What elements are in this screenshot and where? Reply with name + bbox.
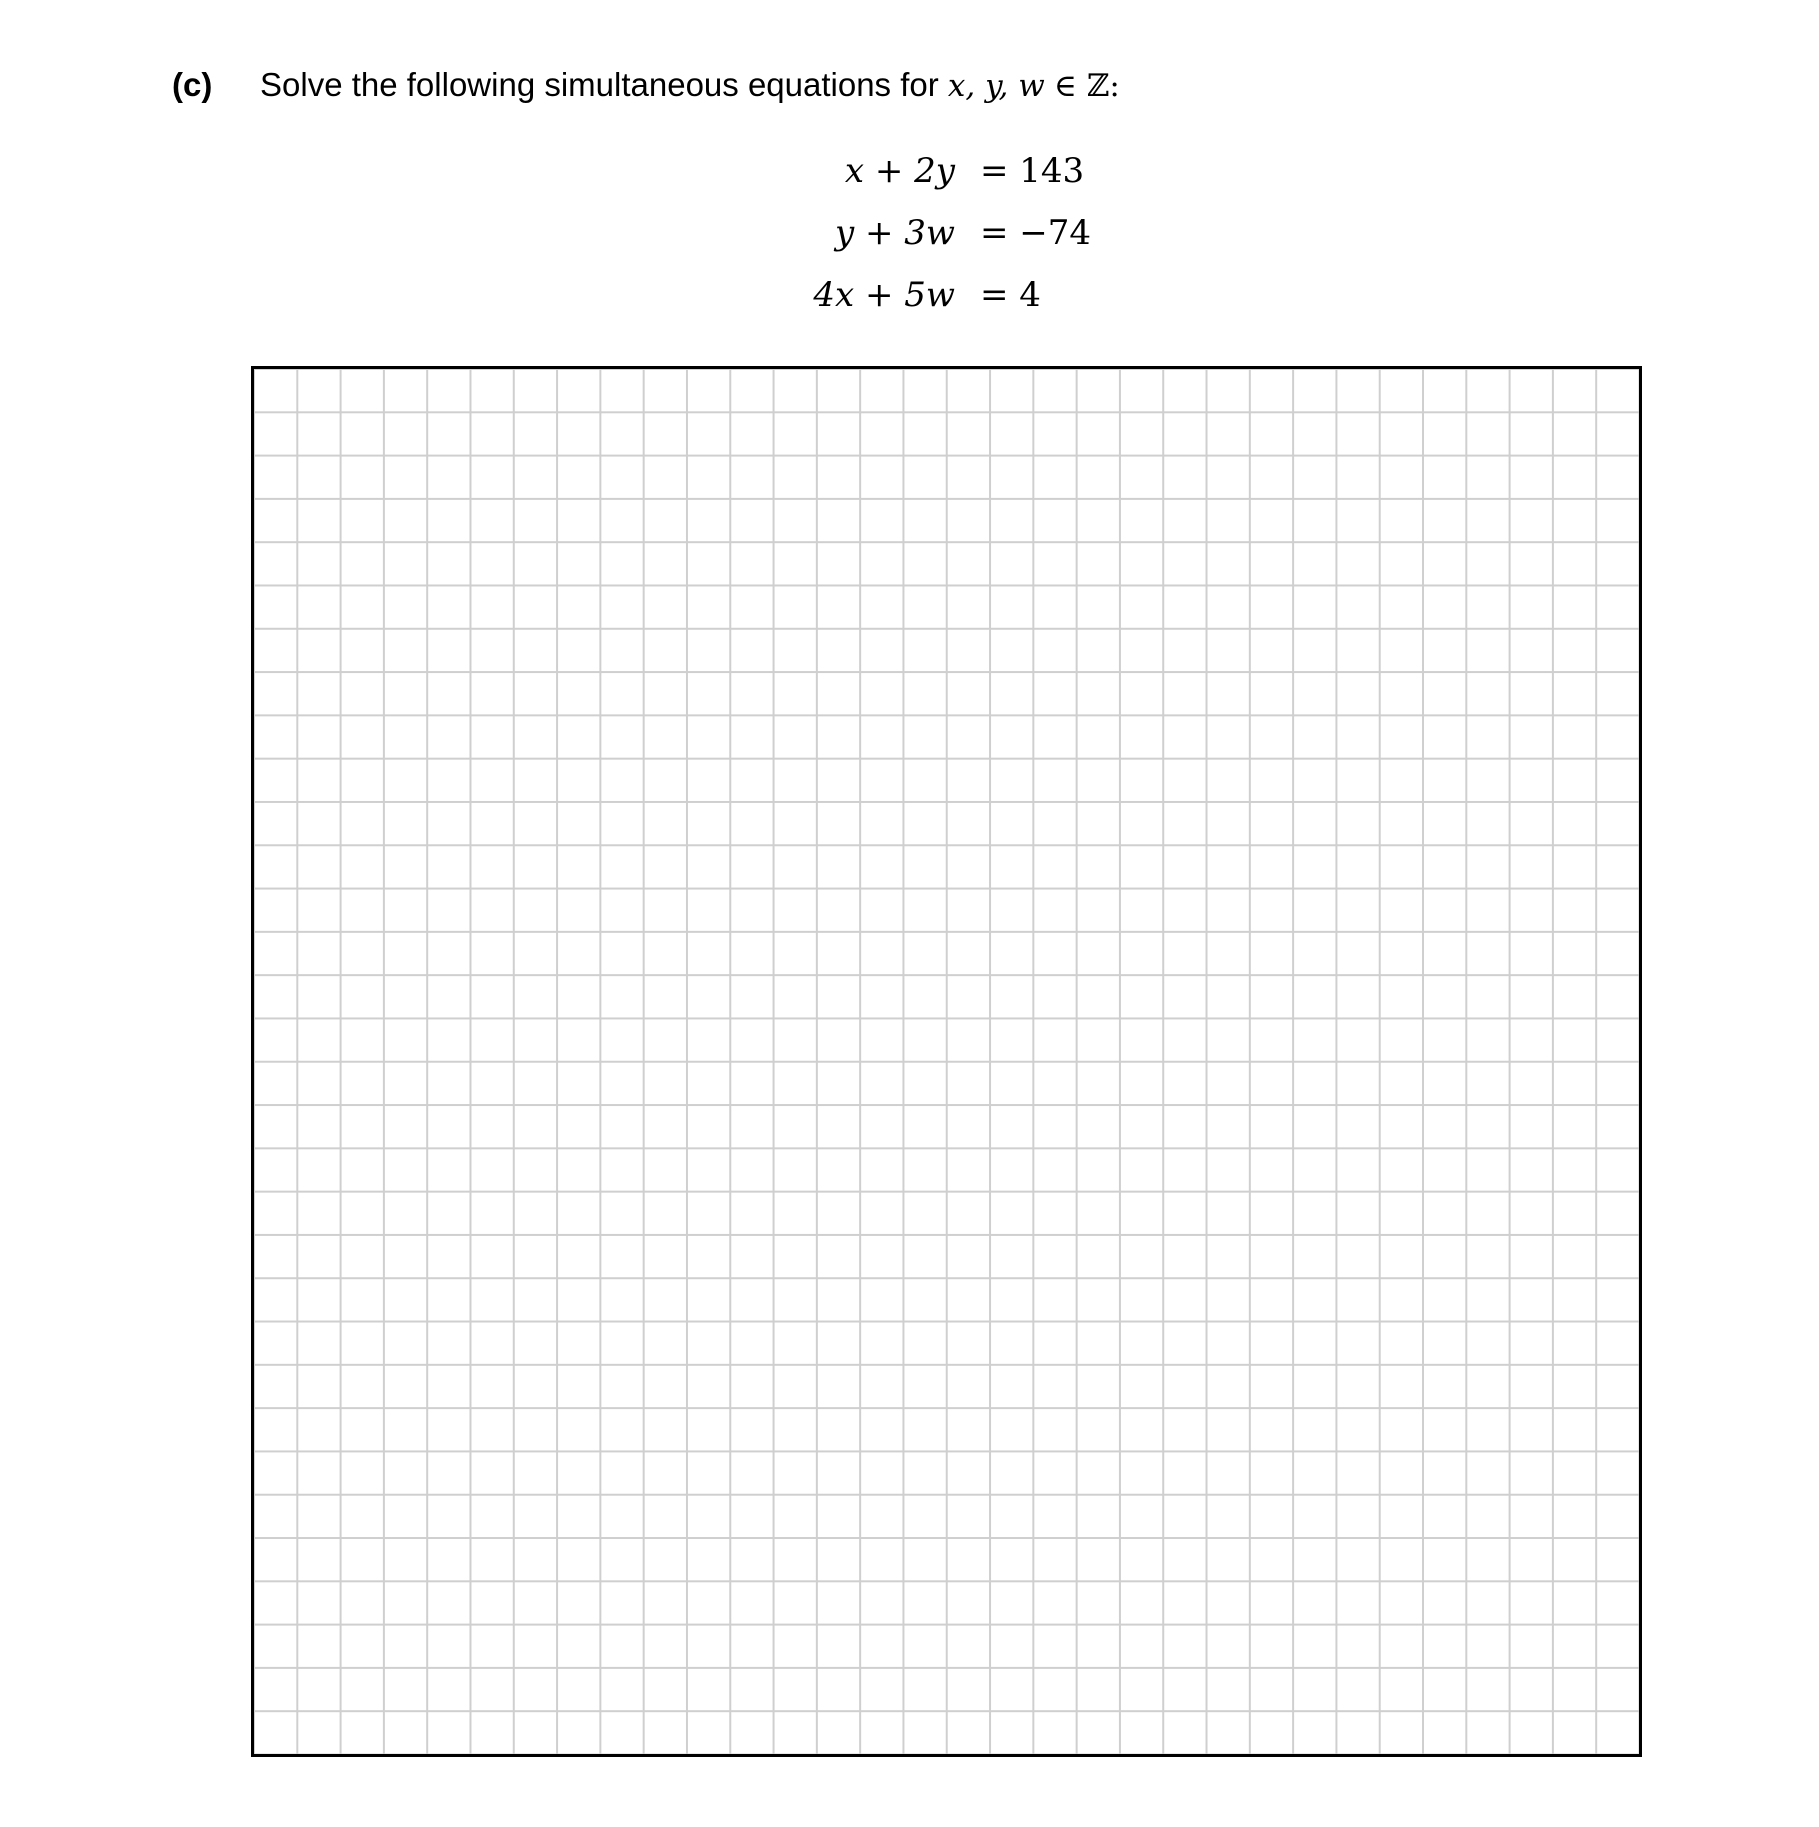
question-prompt bbox=[260, 66, 1120, 104]
equation-1: x + 2y = 143 bbox=[844, 151, 1085, 191]
answer-grid[interactable] bbox=[251, 366, 1642, 1757]
equation-3: 4x + 5w = 4 bbox=[813, 275, 1041, 315]
equation-2: y + 3w = −74 bbox=[834, 213, 1092, 253]
equation-system bbox=[780, 140, 1091, 326]
variables: x, y, w bbox=[947, 68, 1045, 104]
prompt-text: Solve the following simultaneous equations for bbox=[260, 66, 948, 103]
integer-set: ∈ ℤ: bbox=[1053, 68, 1120, 104]
question-label: (c) bbox=[172, 66, 213, 103]
